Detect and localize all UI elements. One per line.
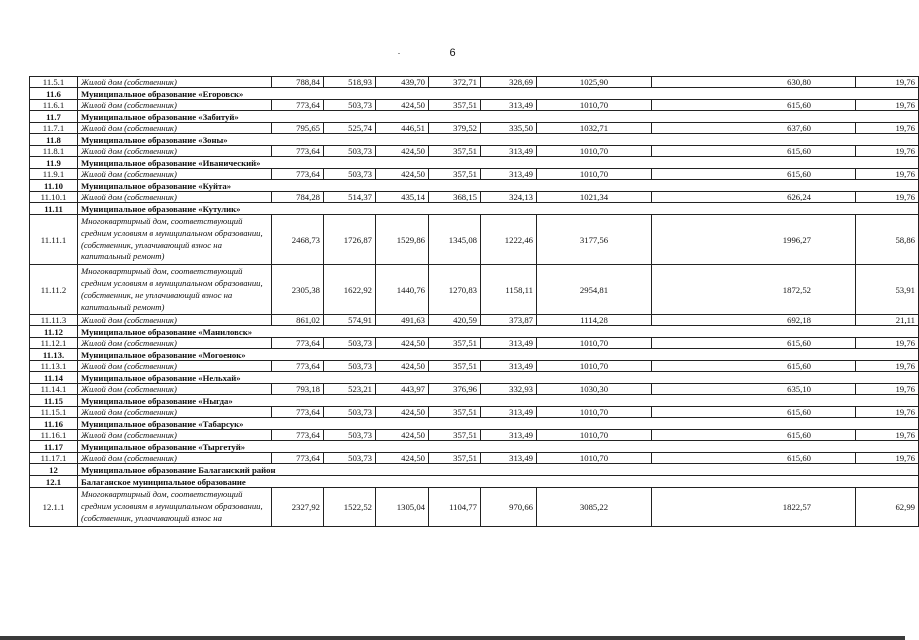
row-code: 11.8	[30, 134, 78, 146]
value-cell: 615,60	[652, 453, 856, 464]
value-cell: 332,93	[481, 384, 537, 395]
value-cell: 357,51	[429, 338, 481, 349]
value-cell: 1010,70	[537, 146, 652, 157]
value-cell: 435,14	[376, 192, 429, 203]
value-cell: 1104,77	[429, 488, 481, 526]
value-cell: 19,76	[856, 384, 919, 395]
value-cell: 19,76	[856, 407, 919, 418]
value-cell: 313,49	[481, 407, 537, 418]
row-code: 11.11.1	[30, 215, 78, 265]
value-cell: 2327,92	[272, 488, 324, 526]
value-cell: 324,13	[481, 192, 537, 203]
scan-bottom-edge	[0, 636, 905, 640]
table-row	[30, 384, 919, 395]
row-code: 11.11.2	[30, 265, 78, 315]
section-title: Муниципальное образование «Тыргетуй»	[78, 441, 919, 453]
value-cell: 1270,83	[429, 265, 481, 315]
table-row	[30, 430, 919, 441]
value-cell: 19,76	[856, 169, 919, 180]
value-cell: 615,60	[652, 430, 856, 441]
value-cell: 313,49	[481, 146, 537, 157]
value-cell: 372,71	[429, 77, 481, 88]
row-code: 11.17.1	[30, 453, 78, 464]
housing-type: Жилой дом (собственник)	[78, 100, 272, 111]
value-cell: 424,50	[376, 453, 429, 464]
value-cell: 439,70	[376, 77, 429, 88]
table-row	[30, 453, 919, 464]
section-header-row	[30, 157, 919, 169]
page-number: 6	[449, 47, 456, 59]
housing-type: Многоквартирный дом, соответствующий средним условиям в муниципальном образовании, (собственник, уплачивающий взнос на капитальный ремонт)	[78, 215, 272, 265]
row-code: 11.7	[30, 111, 78, 123]
housing-type: Жилой дом (собственник)	[78, 315, 272, 326]
value-cell: 446,51	[376, 123, 429, 134]
section-title: Муниципальное образование «Кутулик»	[78, 203, 919, 215]
value-cell: 58,86	[856, 215, 919, 265]
value-cell: 1010,70	[537, 407, 652, 418]
table-row	[30, 338, 919, 349]
housing-type: Жилой дом (собственник)	[78, 192, 272, 203]
value-cell: 773,64	[272, 100, 324, 111]
value-cell: 328,69	[481, 77, 537, 88]
table-row	[30, 146, 919, 157]
value-cell: 357,51	[429, 453, 481, 464]
section-header-row	[30, 395, 919, 407]
value-cell: 491,63	[376, 315, 429, 326]
row-code: 11.16	[30, 418, 78, 430]
row-code: 11.13.1	[30, 361, 78, 372]
value-cell: 615,60	[652, 407, 856, 418]
value-cell: 1529,86	[376, 215, 429, 265]
scan-speck	[398, 53, 400, 54]
value-cell: 53,91	[856, 265, 919, 315]
value-cell: 19,76	[856, 453, 919, 464]
value-cell: 2305,38	[272, 265, 324, 315]
section-title: Муниципальное образование «Табарсук»	[78, 418, 919, 430]
row-code: 11.5.1	[30, 77, 78, 88]
value-cell: 424,50	[376, 338, 429, 349]
housing-type: Жилой дом (собственник)	[78, 338, 272, 349]
row-code: 11.6	[30, 88, 78, 100]
row-code: 11.8.1	[30, 146, 78, 157]
value-cell: 313,49	[481, 169, 537, 180]
row-code: 11.15	[30, 395, 78, 407]
value-cell: 19,76	[856, 192, 919, 203]
value-cell: 503,73	[324, 407, 376, 418]
value-cell: 424,50	[376, 146, 429, 157]
section-title: Муниципальное образование «Зоны»	[78, 134, 919, 146]
value-cell: 773,64	[272, 146, 324, 157]
section-title: Балаганское муниципальное образование	[78, 476, 919, 488]
value-cell: 1010,70	[537, 361, 652, 372]
value-cell: 525,74	[324, 123, 376, 134]
row-code: 11.12	[30, 326, 78, 338]
section-title: Муниципальное образование «Маниловск»	[78, 326, 919, 338]
row-code: 11.14.1	[30, 384, 78, 395]
value-cell: 424,50	[376, 100, 429, 111]
value-cell: 615,60	[652, 146, 856, 157]
table-row	[30, 361, 919, 372]
row-code: 11.17	[30, 441, 78, 453]
section-header-row	[30, 134, 919, 146]
row-code: 12	[30, 464, 78, 476]
value-cell: 773,64	[272, 338, 324, 349]
value-cell: 1010,70	[537, 338, 652, 349]
row-code: 12.1	[30, 476, 78, 488]
table-row	[30, 123, 919, 134]
value-cell: 626,24	[652, 192, 856, 203]
section-header-row	[30, 441, 919, 453]
section-header-row	[30, 464, 919, 476]
value-cell: 1996,27	[652, 215, 856, 265]
value-cell: 773,64	[272, 407, 324, 418]
value-cell: 19,76	[856, 146, 919, 157]
value-cell: 1010,70	[537, 430, 652, 441]
housing-type: Жилой дом (собственник)	[78, 384, 272, 395]
value-cell: 1010,70	[537, 453, 652, 464]
row-code: 11.10	[30, 180, 78, 192]
row-code: 12.1.1	[30, 488, 78, 526]
section-title: Муниципальное образование «Ныгда»	[78, 395, 919, 407]
section-header-row	[30, 372, 919, 384]
value-cell: 357,51	[429, 146, 481, 157]
value-cell: 376,96	[429, 384, 481, 395]
housing-type: Жилой дом (собственник)	[78, 77, 272, 88]
value-cell: 1872,52	[652, 265, 856, 315]
tariff-table	[29, 76, 919, 527]
section-header-row	[30, 418, 919, 430]
value-cell: 518,93	[324, 77, 376, 88]
value-cell: 574,91	[324, 315, 376, 326]
value-cell: 503,73	[324, 146, 376, 157]
value-cell: 1030,30	[537, 384, 652, 395]
value-cell: 1822,57	[652, 488, 856, 526]
value-cell: 19,76	[856, 77, 919, 88]
row-code: 11.10.1	[30, 192, 78, 203]
value-cell: 357,51	[429, 361, 481, 372]
table-row	[30, 192, 919, 203]
value-cell: 424,50	[376, 430, 429, 441]
table-row	[30, 315, 919, 326]
value-cell: 861,02	[272, 315, 324, 326]
value-cell: 379,52	[429, 123, 481, 134]
value-cell: 784,28	[272, 192, 324, 203]
section-title: Муниципальное образование «Нельхай»	[78, 372, 919, 384]
value-cell: 615,60	[652, 100, 856, 111]
value-cell: 1305,04	[376, 488, 429, 526]
value-cell: 1158,11	[481, 265, 537, 315]
row-code: 11.6.1	[30, 100, 78, 111]
value-cell: 1622,92	[324, 265, 376, 315]
value-cell: 788,84	[272, 77, 324, 88]
table-row	[30, 265, 919, 315]
value-cell: 514,37	[324, 192, 376, 203]
value-cell: 773,64	[272, 430, 324, 441]
value-cell: 637,60	[652, 123, 856, 134]
section-title: Муниципальное образование «Забитуй»	[78, 111, 919, 123]
value-cell: 692,18	[652, 315, 856, 326]
housing-type: Жилой дом (собственник)	[78, 407, 272, 418]
value-cell: 313,49	[481, 453, 537, 464]
section-header-row	[30, 349, 919, 361]
section-title: Муниципальное образование Балаганский район	[78, 464, 919, 476]
row-code: 11.7.1	[30, 123, 78, 134]
value-cell: 424,50	[376, 407, 429, 418]
housing-type: Многоквартирный дом, соответствующий средним условиям в муниципальном образовании, (собственник, уплачивающий взнос на	[78, 488, 272, 526]
value-cell: 1345,08	[429, 215, 481, 265]
housing-type: Многоквартирный дом, соответствующий средним условиям в муниципальном образовании, (собственник, не уплачивающий взнос на капитальный ремонт)	[78, 265, 272, 315]
value-cell: 357,51	[429, 430, 481, 441]
value-cell: 773,64	[272, 453, 324, 464]
row-code: 11.15.1	[30, 407, 78, 418]
value-cell: 615,60	[652, 361, 856, 372]
value-cell: 313,49	[481, 100, 537, 111]
value-cell: 523,21	[324, 384, 376, 395]
table-body	[30, 77, 919, 527]
value-cell: 1222,46	[481, 215, 537, 265]
section-header-row	[30, 180, 919, 192]
value-cell: 3177,56	[537, 215, 652, 265]
row-code: 11.16.1	[30, 430, 78, 441]
value-cell: 970,66	[481, 488, 537, 526]
value-cell: 773,64	[272, 361, 324, 372]
value-cell: 420,59	[429, 315, 481, 326]
value-cell: 19,76	[856, 361, 919, 372]
section-title: Муниципальное образование «Могоенок»	[78, 349, 919, 361]
housing-type: Жилой дом (собственник)	[78, 453, 272, 464]
value-cell: 357,51	[429, 169, 481, 180]
value-cell: 19,76	[856, 430, 919, 441]
value-cell: 19,76	[856, 338, 919, 349]
value-cell: 21,11	[856, 315, 919, 326]
housing-type: Жилой дом (собственник)	[78, 146, 272, 157]
value-cell: 357,51	[429, 407, 481, 418]
value-cell: 630,80	[652, 77, 856, 88]
value-cell: 313,49	[481, 430, 537, 441]
value-cell: 793,18	[272, 384, 324, 395]
value-cell: 773,64	[272, 169, 324, 180]
row-code: 11.11	[30, 203, 78, 215]
value-cell: 1025,90	[537, 77, 652, 88]
housing-type: Жилой дом (собственник)	[78, 430, 272, 441]
value-cell: 503,73	[324, 453, 376, 464]
value-cell: 1726,87	[324, 215, 376, 265]
value-cell: 3085,22	[537, 488, 652, 526]
row-code: 11.12.1	[30, 338, 78, 349]
value-cell: 1010,70	[537, 169, 652, 180]
value-cell: 615,60	[652, 169, 856, 180]
row-code: 11.13.	[30, 349, 78, 361]
section-header-row	[30, 111, 919, 123]
value-cell: 503,73	[324, 338, 376, 349]
value-cell: 19,76	[856, 100, 919, 111]
section-header-row	[30, 203, 919, 215]
value-cell: 2954,81	[537, 265, 652, 315]
value-cell: 313,49	[481, 338, 537, 349]
section-header-row	[30, 476, 919, 488]
table-row	[30, 169, 919, 180]
value-cell: 2468,73	[272, 215, 324, 265]
table-row	[30, 100, 919, 111]
value-cell: 443,97	[376, 384, 429, 395]
value-cell: 503,73	[324, 361, 376, 372]
value-cell: 503,73	[324, 169, 376, 180]
value-cell: 503,73	[324, 100, 376, 111]
value-cell: 357,51	[429, 100, 481, 111]
section-title: Муниципальное образование «Иванический»	[78, 157, 919, 169]
value-cell: 1440,76	[376, 265, 429, 315]
value-cell: 62,99	[856, 488, 919, 526]
value-cell: 615,60	[652, 338, 856, 349]
value-cell: 1021,34	[537, 192, 652, 203]
row-code: 11.9.1	[30, 169, 78, 180]
value-cell: 19,76	[856, 123, 919, 134]
section-header-row	[30, 326, 919, 338]
table-row	[30, 407, 919, 418]
value-cell: 1010,70	[537, 100, 652, 111]
housing-type: Жилой дом (собственник)	[78, 123, 272, 134]
value-cell: 373,87	[481, 315, 537, 326]
value-cell: 313,49	[481, 361, 537, 372]
row-code: 11.11.3	[30, 315, 78, 326]
value-cell: 795,65	[272, 123, 324, 134]
table-row	[30, 215, 919, 265]
value-cell: 424,50	[376, 361, 429, 372]
value-cell: 368,15	[429, 192, 481, 203]
value-cell: 1114,28	[537, 315, 652, 326]
housing-type: Жилой дом (собственник)	[78, 361, 272, 372]
value-cell: 1032,71	[537, 123, 652, 134]
value-cell: 1522,52	[324, 488, 376, 526]
table-row	[30, 77, 919, 88]
row-code: 11.14	[30, 372, 78, 384]
housing-type: Жилой дом (собственник)	[78, 169, 272, 180]
value-cell: 503,73	[324, 430, 376, 441]
value-cell: 635,10	[652, 384, 856, 395]
table-row	[30, 488, 919, 526]
value-cell: 335,50	[481, 123, 537, 134]
section-header-row	[30, 88, 919, 100]
section-title: Муниципальное образование «Егоровск»	[78, 88, 919, 100]
section-title: Муниципальное образование «Куйта»	[78, 180, 919, 192]
value-cell: 424,50	[376, 169, 429, 180]
row-code: 11.9	[30, 157, 78, 169]
